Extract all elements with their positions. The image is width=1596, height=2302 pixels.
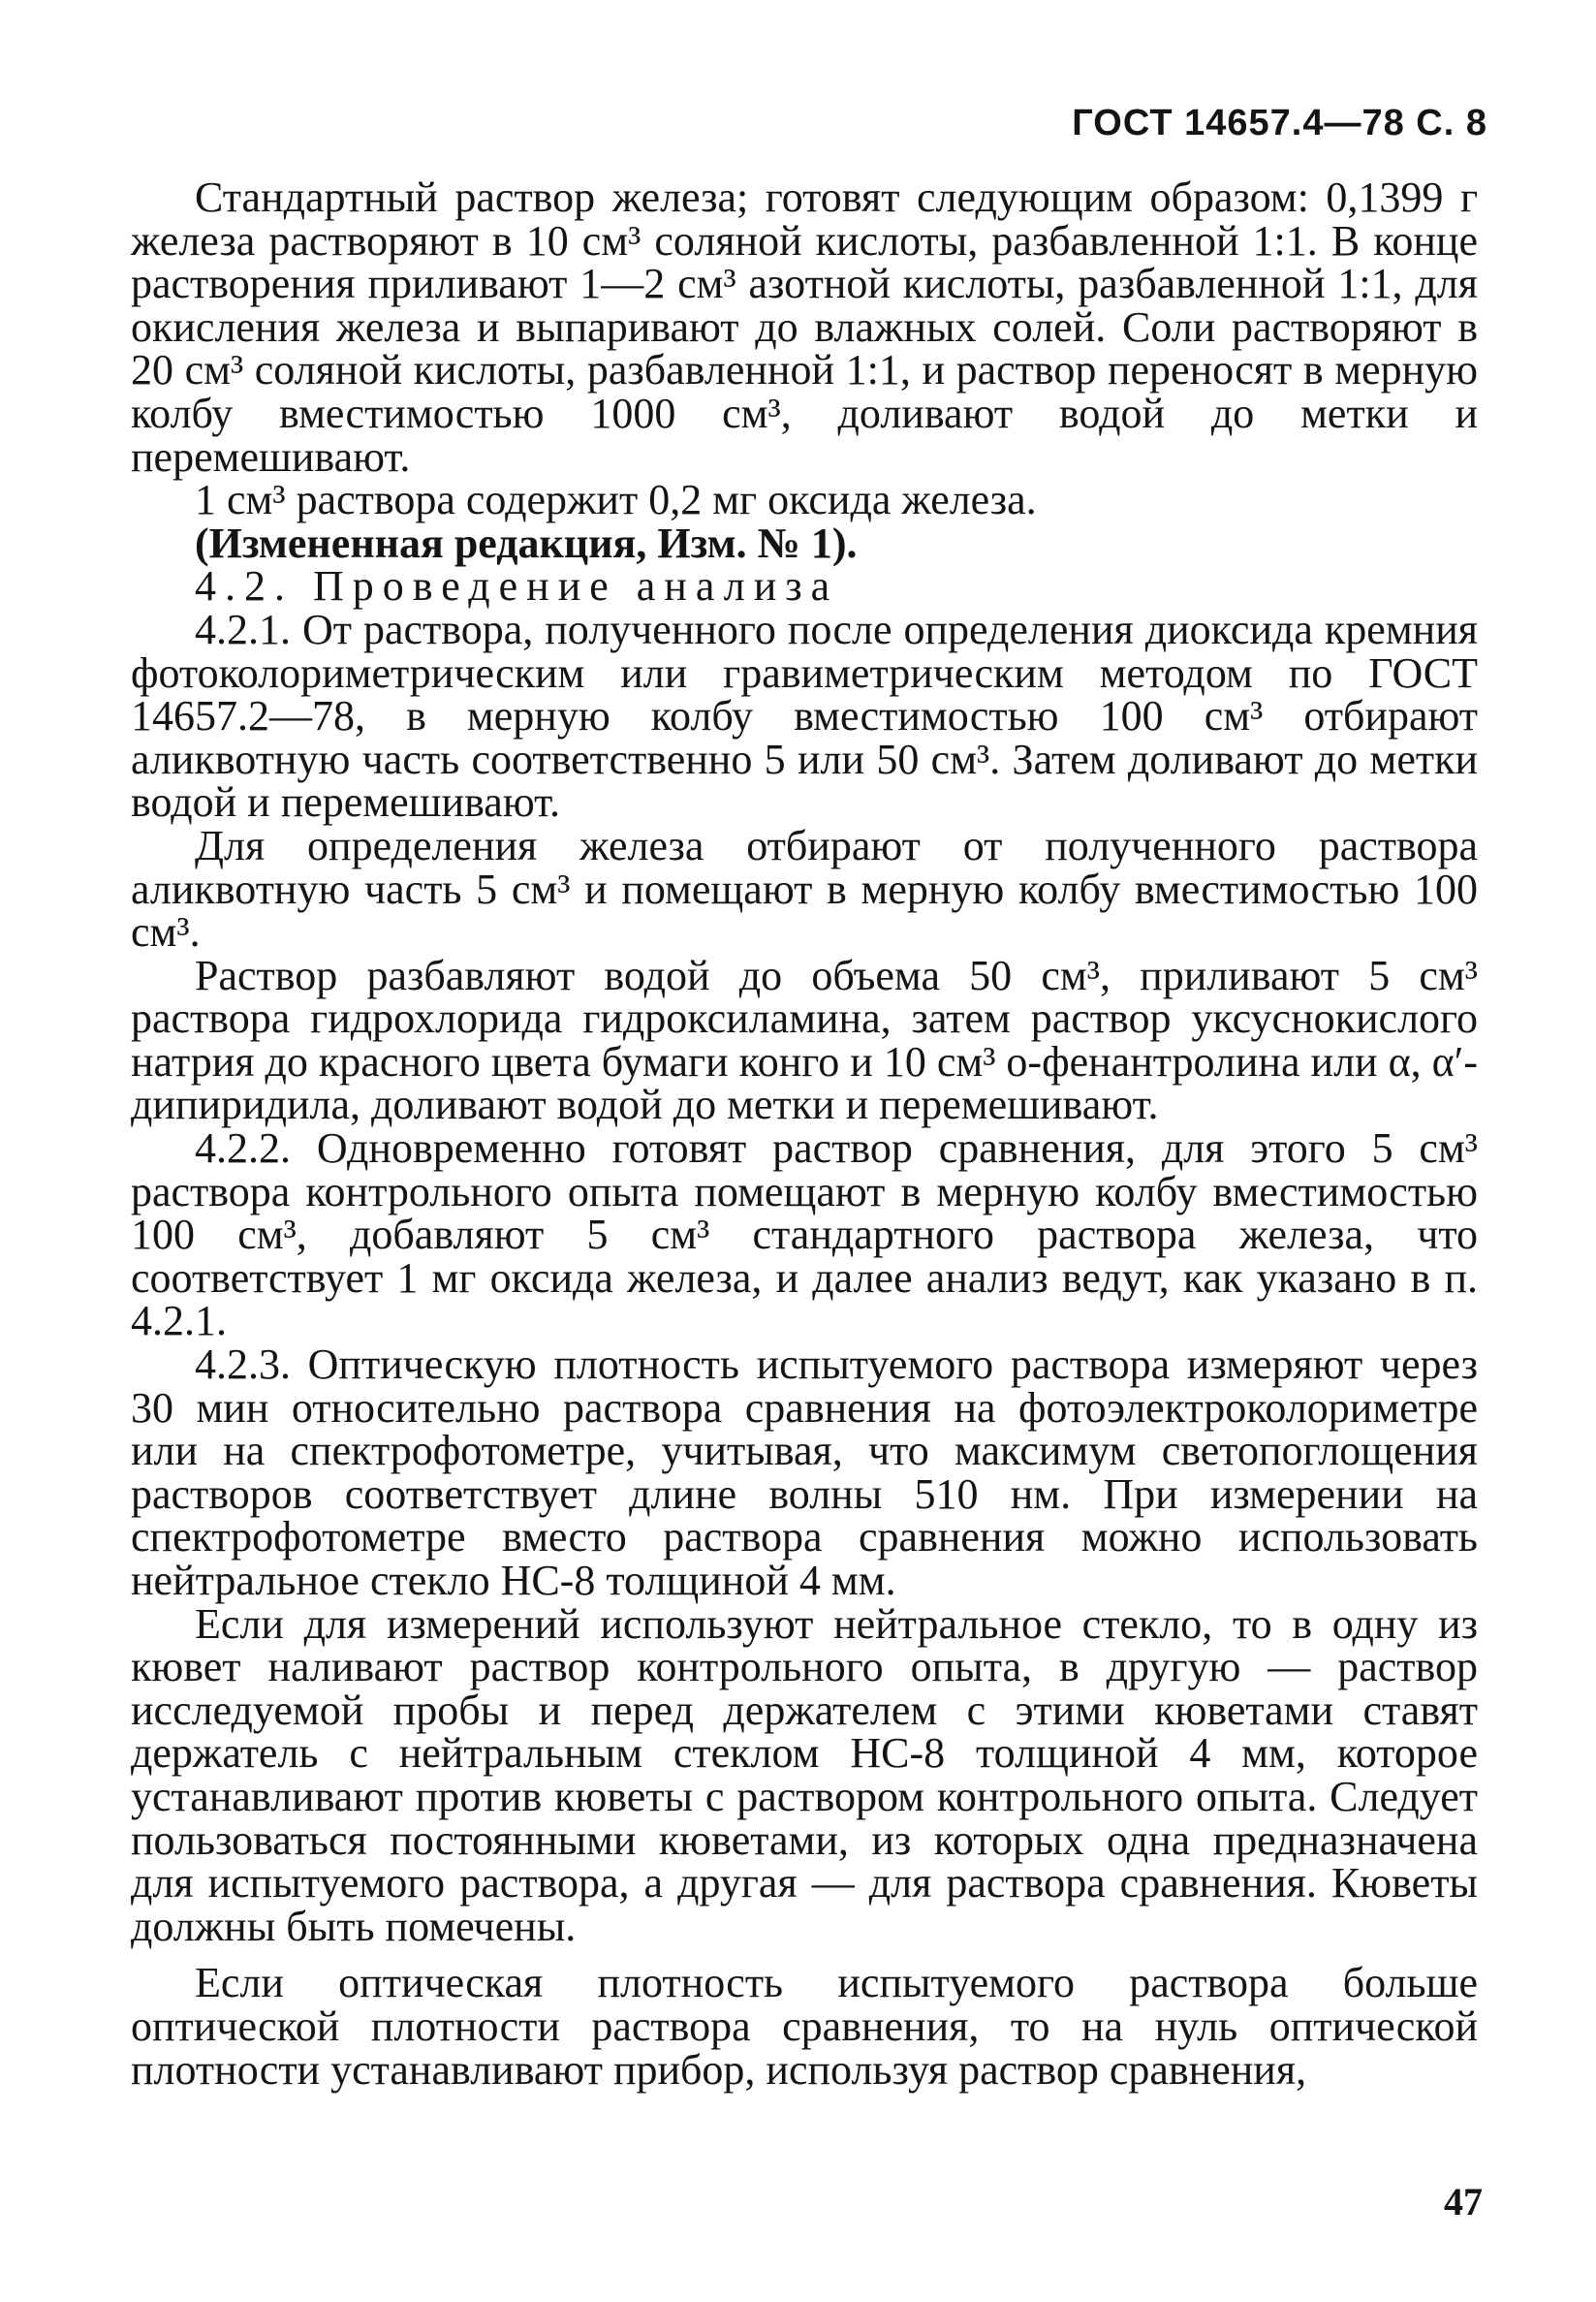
page-number: 47 [1444,2180,1483,2223]
running-header: ГОСТ 14657.4—78 С. 8 [1072,103,1487,143]
paragraph-amendment-note: (Измененная редакция, Изм. № 1). [195,519,858,567]
paragraph-solution-content: 1 см³ раствора содержит 0,2 мг оксида железа. [195,476,1037,524]
paragraph-optical-density: Если оптическая плотность испытуемого раствора больше оптической плотности раствора сравнения, то на нуль оптической плотности устанавливают прибор, используя раствор сравнения, [131,1959,1478,2094]
document-body [131,173,1478,2094]
paragraph-standard-solution: Стандартный раствор железа; готовят следующим образом: 0,1399 г железа растворяют в 10 см³ соляной кислоты, разбавленной 1:1. В конце растворения приливают 1—2 см³ азотной кислоты, разбавленной 1:1, для окисления железа и выпаривают до влажных солей. Соли растворяют в 20 см³ соляной кислоты, разбавленной 1:1, и раствор переносят в мерную колбу вместимостью 1000 см³, доливают водой до метки и перемешивают. [131,173,1478,481]
paragraph-4-2-2: 4.2.2. Одновременно готовят раствор сравнения, для этого 5 см³ раствора контрольного опыта помещают в мерную колбу вместимостью 100 см³, добавляют 5 см³ стандартного раствора железа, что соответствует 1 мг оксида железа, и далее анализ ведут, как указано в п. 4.2.1. [131,1124,1478,1345]
paragraph-4-2-1: 4.2.1. От раствора, полученного после определения диоксида кремния фотоколориметрическим или гравиметрическим методом по ГОСТ 14657.2—78, в мерную колбу вместимостью 100 см³ отбирают аликвотную часть соответственно 5 или 50 см³. Затем доливают до метки водой и перемешивают. [131,605,1478,827]
paragraph-iron-determination: Для определения железа отбирают от полученного раствора аликвотную часть 5 см³ и помещают в мерную колбу вместимостью 100 см³. [131,821,1478,957]
paragraph-4-2-3: 4.2.3. Оптическую плотность испытуемого раствора измеряют через 30 мин относительно раствора сравнения на фотоэлектроколориметре или на спектрофотометре, учитывая, что максимум светопоглощения растворов соответствует длине волны 510 нм. При измерении на спектрофотометре вместо раствора сравнения можно использовать нейтральное стекло НС-8 толщиной 4 мм. [131,1340,1478,1604]
paragraph-neutral-glass: Если для измерений используют нейтральное стекло, то в одну из кювет наливают раствор контрольного опыта, в другую — раствор исследуемой пробы и перед держателем с этими кюветами ставят держатель с нейтральным стеклом НС-8 толщиной 4 мм, которое устанавливают против кюветы с раствором контрольного опыта. Следует пользоваться постоянными кюветами, из которых одна предназначена для испытуемого раствора, а другая — для раствора сравнения. Кюветы должны быть помечены. [131,1599,1478,1950]
paragraph-dilution: Раствор разбавляют водой до объема 50 см³, приливают 5 см³ раствора гидрохлорида гидроксиламина, затем раствор уксуснокислого натрия до красного цвета бумаги конго и 10 см³ о-фенантролина или α, α′-дипиридила, доливают водой до метки и перемешивают. [131,951,1478,1129]
section-heading-analysis: 4.2. Проведение анализа [195,562,839,611]
